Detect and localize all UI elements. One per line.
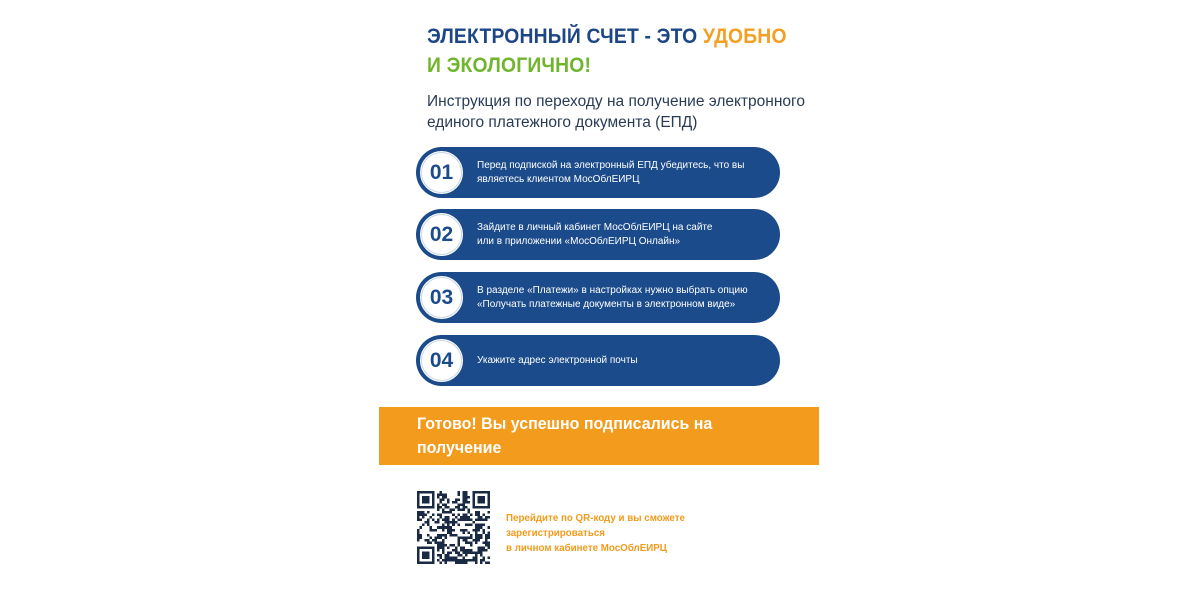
step-3 [416,272,780,323]
step-4 [416,335,780,386]
step-2-text-line-1: Зайдите в личный кабинет МосОблЕИРЦ на сайте [477,221,713,233]
step-1 [416,147,780,198]
page-title [427,22,795,80]
step-3-badge [417,273,466,322]
qr-code-icon[interactable] [417,491,490,564]
step-3-text-line-2: «Получать платежные документы в электронном виде» [477,298,736,310]
step-1-text-line-2: являетесь клиентом МосОблЕИРЦ [477,173,640,185]
subtitle-line-2: единого платежного документа (ЕПД) [427,114,698,131]
success-banner-line-1: Готово! Вы успешно подписались на получение [417,414,713,457]
subtitle [427,91,807,133]
success-banner [379,407,819,481]
step-4-badge [417,336,466,385]
success-banner-line-2: электронного платежного документа [417,462,710,481]
qr-caption-line-1: Перейдите по QR-коду и вы сможете зарегистрироваться [506,512,685,539]
title-line-1 [427,22,795,51]
step-2-text [477,209,773,260]
step-1-badge [417,148,466,197]
step-1-text-line-1: Перед подпиской на электронный ЕПД убедитесь, что вы [477,159,745,171]
step-2-badge [417,210,466,259]
step-2-number: 02 [429,222,454,246]
step-4-text [477,335,773,386]
step-1-text [477,147,773,198]
step-3-text-line-1: В разделе «Платежи» в настройках нужно выбрать опцию [477,284,748,296]
step-1-number: 01 [429,160,454,184]
success-banner-text [417,412,793,484]
step-3-text [477,272,773,323]
title-line-2: И ЭКОЛОГИЧНО! [427,54,592,77]
step-4-text-line-1: Укажите адрес электронной почты [477,354,638,366]
step-4-number: 04 [429,348,454,372]
qr-caption-line-2: в личном кабинете МосОблЕИРЦ [506,542,667,554]
qr-caption [506,511,785,556]
title-accent-word: УДОБНО [702,25,787,48]
step-2 [416,209,780,260]
step-3-number: 03 [429,285,454,309]
subtitle-line-1: Инструкция по переходу на получение электронного [427,93,805,110]
step-2-text-line-2: или в приложении «МосОблЕИРЦ Онлайн» [477,235,681,247]
title-line-1-main: ЭЛЕКТРОННЫЙ СЧЕТ - ЭТО [427,25,703,48]
